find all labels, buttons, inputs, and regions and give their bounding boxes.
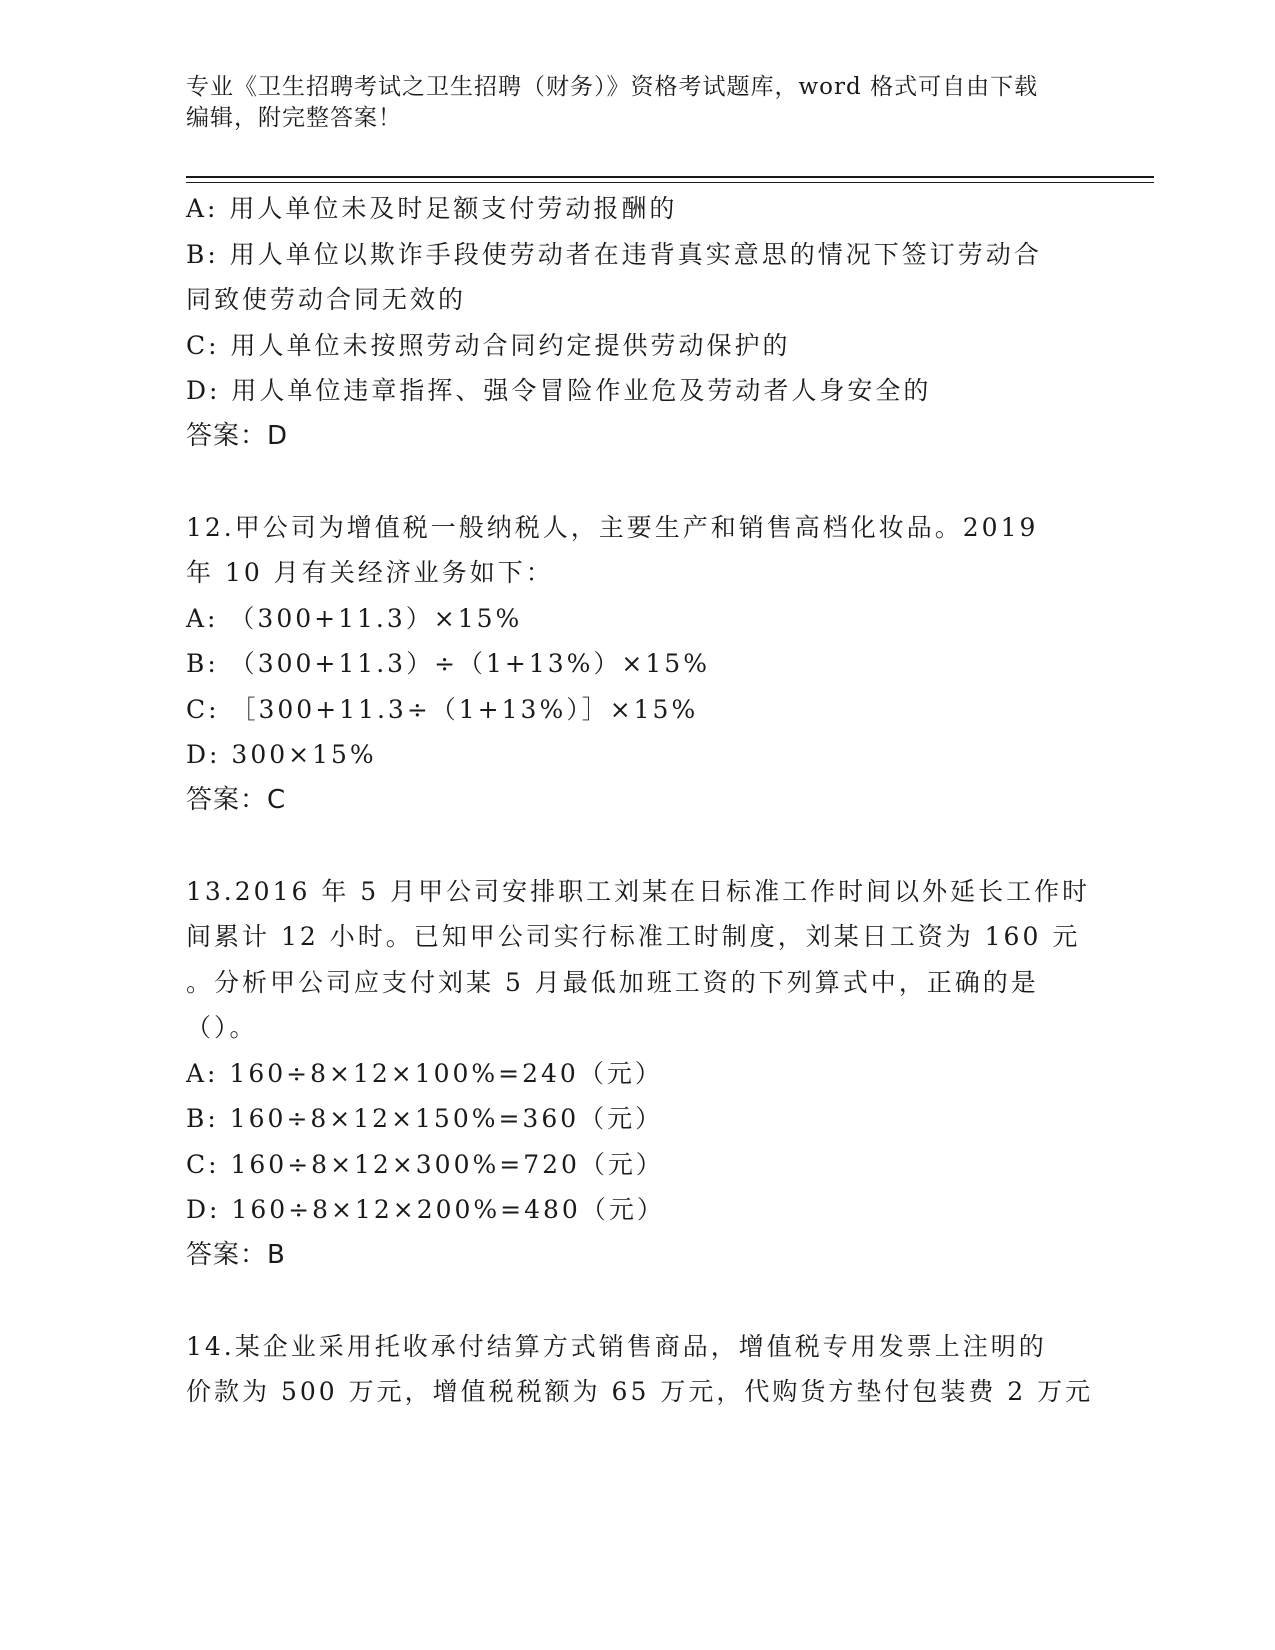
spacer — [186, 459, 1086, 505]
q12-stem-line-1: 12.甲公司为增值税一般纳税人，主要生产和销售高档化妆品。2019 — [186, 512, 1039, 542]
q11-option-c: C: 用人单位未按照劳动合同约定提供劳动保护的 — [186, 330, 791, 360]
q14-stem-line-2: 价款为 500 万元，增值税税额为 65 万元，代购货方垫付包装费 2 万元 — [186, 1377, 1094, 1406]
q13-stem-line-3: 。分析甲公司应支付刘某 5 月最低加班工资的下列算式中，正确的是 — [186, 967, 1039, 997]
q12-stem-line-2: 年 10 月有关经济业务如下： — [186, 558, 554, 587]
document-body — [186, 186, 1094, 1415]
q12-option-c: C: ［300+11.3÷（1+13%）］×15% — [186, 694, 699, 724]
q13-answer: 答案：B — [186, 1239, 286, 1270]
q12-option-b: B: （300+11.3）÷（1+13%）×15% — [186, 649, 710, 678]
q13-option-a: A: 160÷8×12×100%=240（元） — [186, 1058, 663, 1088]
q11-option-b-line-2: 同致使劳动合同无效的 — [186, 285, 467, 314]
header-line-2: 编辑，附完整答案！ — [186, 105, 402, 131]
spacer — [186, 823, 1086, 869]
q13-stem-line-2: 间累计 12 小时。已知甲公司实行标准工时制度，刘某日工资为 160 元 — [186, 922, 1081, 951]
q13-option-b: B: 160÷8×12×150%=360（元） — [186, 1104, 664, 1133]
q11-option-a: A: 用人单位未及时足额支付劳动报酬的 — [186, 194, 678, 223]
question-11-block — [186, 186, 1086, 459]
q13-option-d: D: 160÷8×12×200%=480（元） — [186, 1195, 665, 1224]
q14-stem-line-1: 14.某企业采用托收承付结算方式销售商品，增值税专用发票上注明的 — [186, 1331, 1047, 1361]
q11-option-b-line-1: B: 用人单位以欺诈手段使劳动者在违背真实意思的情况下签订劳动合 — [186, 239, 1042, 269]
document-header — [186, 72, 1066, 134]
q13-stem-line-4: （）。 — [186, 1013, 258, 1042]
question-13-block — [186, 869, 1091, 1279]
q11-answer: 答案：D — [186, 420, 289, 451]
question-12-block — [186, 505, 1086, 824]
q11-option-d: D: 用人单位违章指挥、强令冒险作业危及劳动者人身安全的 — [186, 376, 932, 405]
header-rule-thin — [186, 182, 1154, 183]
spacer — [186, 1278, 1086, 1324]
header-line-1: 专业《卫生招聘考试之卫生招聘（财务）》资格考试题库，word 格式可自由下载 — [186, 74, 1039, 100]
q12-answer: 答案：C — [186, 784, 287, 815]
q12-option-a: A: （300+11.3）×15% — [186, 603, 523, 633]
question-14-block — [186, 1324, 1094, 1415]
q13-stem-line-1: 13.2016 年 5 月甲公司安排职工刘某在日标准工作时间以外延长工作时 — [186, 876, 1091, 906]
q13-option-c: C: 160÷8×12×300%=720（元） — [186, 1149, 664, 1179]
q12-option-d: D: 300×15% — [186, 740, 377, 769]
header-rule-thick — [186, 176, 1154, 178]
